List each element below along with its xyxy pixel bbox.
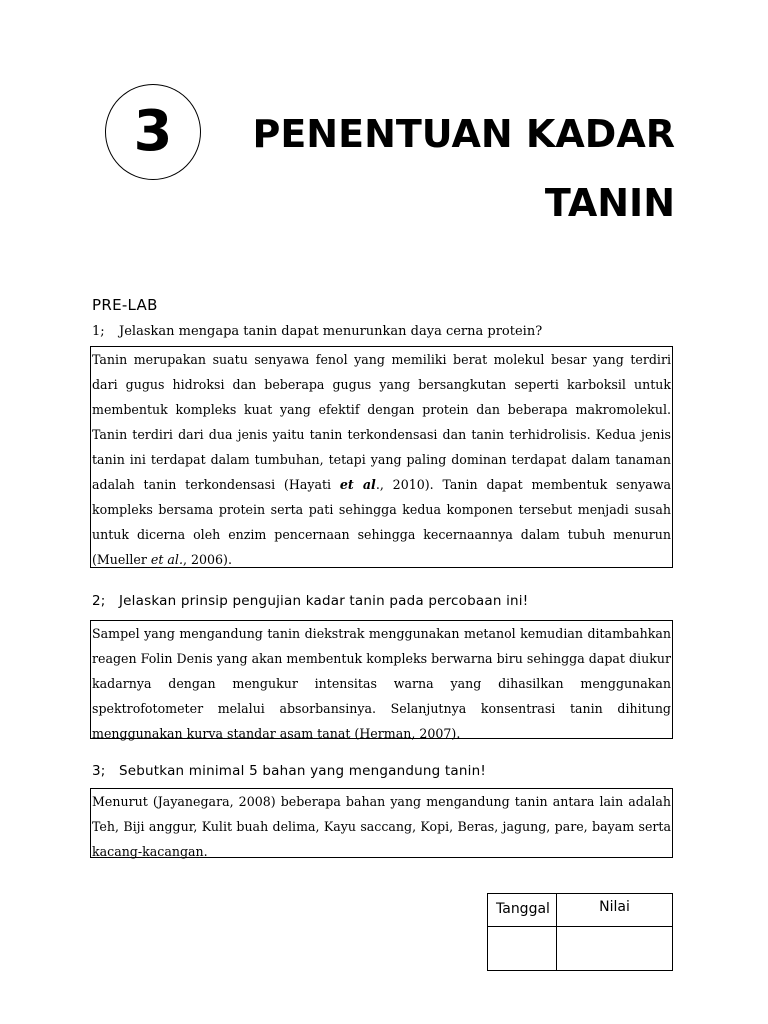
answer-box-2 <box>90 620 673 739</box>
section-label: PRE-LAB <box>92 296 158 314</box>
question-3 <box>92 763 486 779</box>
score-label: Nilai <box>599 899 630 915</box>
question-2-number: 2; <box>92 593 106 609</box>
score-value-cell[interactable] <box>557 927 673 971</box>
date-header-cell <box>488 894 557 927</box>
chapter-number: 3 <box>133 99 173 164</box>
answer-2-text: Sampel yang mengandung tanin diekstrak menggunakan metanol kemudian ditambahkan reagen Folin Denis yang akan membentuk kompleks berwarna biru sehingga dapat diukur kadarnya dengan mengukur intensitas warna yang dihasilkan menggunakan spektrofotometer melalui absorbansinya. Selanjutnya konsentrasi tanin dihitung menggunakan kurva standar asam tanat (Herman, 2007). <box>92 626 671 741</box>
answer-box-1 <box>90 346 673 568</box>
answer-box-3 <box>90 788 673 858</box>
question-3-text: Sebutkan minimal 5 bahan yang mengandung tanin! <box>119 763 486 779</box>
question-2-text: Jelaskan prinsip pengujian kadar tanin pada percobaan ini! <box>119 593 529 609</box>
question-3-number: 3; <box>92 763 106 779</box>
answer-3-text: Menurut (Jayanegara, 2008) beberapa bahan yang mengandung tanin antara lain adalah Teh, Biji anggur, Kulit buah delima, Kayu saccang, Kopi, Beras, jagung, pare, bayam serta kacang-kacangan. <box>92 794 671 859</box>
date-label: Tanggal <box>496 901 550 917</box>
score-header-cell <box>557 894 673 927</box>
answer-1-text-2: ., 2010). Tanin dapat membentuk senyawa kompleks bersama protein serta pati sehingga kedua komponen tersebut menjadi susah untuk dicerna oleh enzim pencernaan sehingga kecernaannya dalam tubuh menurun (Mueller <box>92 477 671 567</box>
chapter-number-circle <box>105 84 201 180</box>
question-1-text: Jelaskan mengapa tanin dapat menurunkan daya cerna protein? <box>119 324 543 339</box>
date-value-cell[interactable] <box>488 927 557 971</box>
question-1 <box>92 324 542 339</box>
question-2 <box>92 593 528 609</box>
answer-1-text-3: , 2006). <box>182 552 232 567</box>
grade-table <box>487 893 673 971</box>
chapter-title-line2: TANIN <box>544 181 675 225</box>
answer-1-text: Tanin merupakan suatu senyawa fenol yang memiliki berat molekul besar yang terdiri dari gugus hidroksi dan beberapa gugus yang bersangkutan seperti karboksil untuk membentuk kompleks kuat yang efektif dengan protein dan beberapa makromolekul. Tanin terdiri dari dua jenis yaitu tanin terkondensasi dan tanin terhidrolisis. Kedua jenis tanin ini terdapat dalam tumbuhan, tetapi yang paling dominan terdapat dalam tanaman adalah tanin terkondensasi (Hayati <box>92 352 671 492</box>
question-1-number: 1; <box>92 324 105 339</box>
chapter-title-line1: PENENTUAN KADAR <box>252 112 675 156</box>
answer-1-italic-1: et al <box>339 477 376 492</box>
answer-1-italic-2: et al. <box>150 552 183 567</box>
